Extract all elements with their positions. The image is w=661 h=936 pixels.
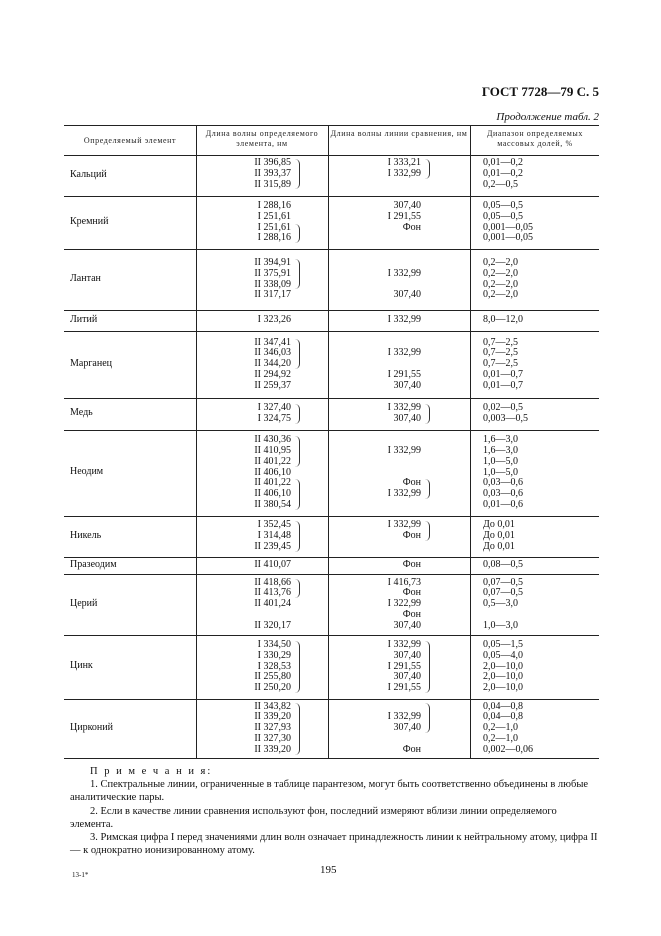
wavelength-value: I 323,26 bbox=[257, 314, 291, 326]
range-value: 2,0—10,0 bbox=[483, 682, 523, 694]
reference-value: I 332,99 bbox=[387, 402, 421, 414]
wavelength-value: I 288,16 bbox=[257, 232, 291, 244]
wavelength-value: II 346,03 bbox=[254, 347, 291, 359]
wavelength-value: I 330,29 bbox=[257, 649, 291, 661]
reference-value: I 332,99 bbox=[387, 347, 421, 359]
reference-value: 307,40 bbox=[393, 619, 421, 631]
wavelength-value: II 401,22 bbox=[254, 455, 291, 467]
column-header: Диапазон определяемых массовых долей, % bbox=[486, 129, 584, 148]
wavelength-value: II 327,93 bbox=[254, 722, 291, 734]
wavelength-value: II 339,20 bbox=[254, 711, 291, 723]
grouping-brace bbox=[295, 339, 300, 369]
range-value: 0,01—0,2 bbox=[483, 157, 523, 168]
wavelength-value: II 343,82 bbox=[254, 700, 291, 712]
reference-value: I 291,55 bbox=[387, 210, 421, 222]
element-name: Празеодим bbox=[70, 558, 117, 570]
wavelength-value: II 344,20 bbox=[254, 358, 291, 370]
page-number: 195 bbox=[320, 864, 337, 876]
range-value: 1,0—5,0 bbox=[483, 455, 518, 467]
reference-value: I 332,99 bbox=[387, 267, 421, 279]
range-value: 0,05—0,5 bbox=[483, 199, 523, 211]
grouping-brace bbox=[295, 404, 300, 424]
column-header: Длина волны линии сравнения, нм bbox=[330, 129, 468, 138]
element-name: Цирконий bbox=[70, 721, 113, 733]
range-value: 0,01—0,6 bbox=[483, 499, 523, 510]
table-header-rule bbox=[64, 155, 599, 156]
range-value: 1,6—3,0 bbox=[483, 434, 518, 446]
range-value: 1,0—5,0 bbox=[483, 466, 518, 478]
grouping-brace bbox=[295, 521, 300, 551]
reference-value: Фон bbox=[402, 477, 421, 489]
reference-value: 307,40 bbox=[393, 649, 421, 661]
wavelength-value: II 406,10 bbox=[254, 488, 291, 500]
reference-value: Фон bbox=[402, 559, 421, 571]
range-value: 0,003—0,5 bbox=[483, 413, 528, 424]
table-row-divider bbox=[64, 635, 599, 636]
wavelength-value: I 324,75 bbox=[257, 413, 291, 424]
range-value: 0,001—0,05 bbox=[483, 221, 533, 233]
reference-value: Фон bbox=[402, 587, 421, 599]
reference-value: I 291,55 bbox=[387, 682, 421, 694]
wavelength-value: II 380,54 bbox=[254, 499, 291, 510]
range-value: 8,0—12,0 bbox=[483, 314, 523, 326]
table-row-divider bbox=[64, 196, 599, 197]
column-divider-2 bbox=[328, 125, 329, 758]
range-value: 0,7—2,5 bbox=[483, 347, 518, 359]
wavelength-value: II 396,85 bbox=[254, 157, 291, 168]
wavelength-value: II 401,22 bbox=[254, 477, 291, 489]
range-value: 0,2—1,0 bbox=[483, 732, 518, 744]
table-row-divider bbox=[64, 430, 599, 431]
reference-value: Фон bbox=[402, 530, 421, 542]
reference-value: 307,40 bbox=[393, 722, 421, 734]
wavelength-value: I 334,50 bbox=[257, 639, 291, 650]
table-row-divider bbox=[64, 557, 599, 558]
range-value: 0,07—0,5 bbox=[483, 587, 523, 599]
column-header: Длина волны определяемого элемента, нм bbox=[205, 129, 319, 148]
column-divider-1 bbox=[196, 125, 197, 758]
reference-value: I 332,99 bbox=[387, 314, 421, 326]
reference-value: Фон bbox=[402, 743, 421, 755]
wavelength-value: II 259,37 bbox=[254, 379, 291, 391]
element-name: Церий bbox=[70, 597, 98, 609]
note-2: 2. Если в качестве линии сравнения используют фон, последний измеряют вблизи линии определяемого элемента. bbox=[70, 805, 557, 830]
reference-value: I 332,99 bbox=[387, 167, 421, 179]
wavelength-value: II 410,07 bbox=[254, 559, 291, 571]
wavelength-value: II 338,09 bbox=[254, 278, 291, 290]
wavelength-value: II 375,91 bbox=[254, 267, 291, 279]
range-value: 1,0—3,0 bbox=[483, 619, 518, 631]
grouping-brace bbox=[295, 159, 300, 189]
table-row-divider bbox=[64, 758, 599, 759]
range-value: 0,7—2,5 bbox=[483, 336, 518, 348]
table-row-divider bbox=[64, 331, 599, 332]
wavelength-value: II 410,95 bbox=[254, 445, 291, 456]
reference-value: I 332,99 bbox=[387, 488, 421, 500]
range-value: 0,02—0,5 bbox=[483, 402, 523, 414]
range-value: 0,5—3,0 bbox=[483, 598, 518, 610]
range-value: 0,2—2,0 bbox=[483, 278, 518, 290]
wavelength-value: II 347,41 bbox=[254, 336, 291, 348]
wavelength-value: II 294,92 bbox=[254, 368, 291, 380]
range-value: 0,2—0,5 bbox=[483, 178, 518, 190]
grouping-brace bbox=[425, 521, 430, 541]
column-divider-3 bbox=[470, 125, 471, 758]
element-name: Никель bbox=[70, 529, 102, 541]
wavelength-value: I 352,45 bbox=[257, 519, 291, 531]
range-value: 0,2—1,0 bbox=[483, 722, 518, 734]
reference-value: I 322,99 bbox=[387, 598, 421, 610]
reference-value: I 332,99 bbox=[387, 445, 421, 456]
range-value: 0,2—2,0 bbox=[483, 267, 518, 279]
reference-value: 307,40 bbox=[393, 671, 421, 683]
reference-value: Фон bbox=[402, 221, 421, 233]
range-value: 0,03—0,6 bbox=[483, 477, 523, 489]
reference-value: Фон bbox=[402, 608, 421, 620]
wavelength-value: II 315,89 bbox=[254, 178, 291, 190]
wavelength-value: II 406,10 bbox=[254, 466, 291, 478]
wavelength-value: II 413,76 bbox=[254, 587, 291, 599]
document-header: ГОСТ 7728—79 С. 5 bbox=[481, 84, 599, 99]
footer-mark: 13-1* bbox=[72, 871, 89, 879]
reference-value: I 291,55 bbox=[387, 368, 421, 380]
reference-value: 307,40 bbox=[393, 379, 421, 391]
wavelength-value: II 430,36 bbox=[254, 434, 291, 446]
reference-value: I 416,73 bbox=[387, 576, 421, 588]
table-row-divider bbox=[64, 398, 599, 399]
wavelength-value: I 328,53 bbox=[257, 660, 291, 672]
wavelength-value: II 339,20 bbox=[254, 743, 291, 755]
range-value: 0,2—2,0 bbox=[483, 256, 518, 268]
wavelength-value: II 401,24 bbox=[254, 598, 291, 610]
element-name: Цинк bbox=[70, 660, 93, 671]
grouping-brace bbox=[295, 224, 300, 244]
range-value: 0,2—2,0 bbox=[483, 289, 518, 301]
wavelength-value: II 250,20 bbox=[254, 682, 291, 694]
grouping-brace bbox=[295, 259, 300, 289]
table-row-divider bbox=[64, 310, 599, 311]
grouping-brace bbox=[295, 436, 300, 466]
wavelength-value: II 394,91 bbox=[254, 256, 291, 268]
wavelength-value: I 327,40 bbox=[257, 402, 291, 414]
grouping-brace bbox=[295, 641, 300, 693]
range-value: 0,7—2,5 bbox=[483, 358, 518, 370]
reference-value: I 333,21 bbox=[387, 157, 421, 168]
wavelength-value: II 320,17 bbox=[254, 619, 291, 631]
range-value: 0,05—0,5 bbox=[483, 210, 523, 222]
reference-value: 307,40 bbox=[393, 199, 421, 211]
table-top-rule bbox=[64, 125, 599, 126]
wavelength-value: II 393,37 bbox=[254, 167, 291, 179]
wavelength-value: I 251,61 bbox=[257, 210, 291, 222]
range-value: 0,002—0,06 bbox=[483, 743, 533, 755]
range-value: 2,0—10,0 bbox=[483, 660, 523, 672]
range-value: 0,001—0,05 bbox=[483, 232, 533, 244]
grouping-brace bbox=[425, 641, 430, 693]
grouping-brace bbox=[425, 404, 430, 424]
reference-value: I 332,99 bbox=[387, 639, 421, 650]
table-row-divider bbox=[64, 574, 599, 575]
reference-value: 307,40 bbox=[393, 413, 421, 424]
reference-value: I 291,55 bbox=[387, 660, 421, 672]
wavelength-value: II 255,80 bbox=[254, 671, 291, 683]
grouping-brace bbox=[295, 579, 300, 599]
range-value: 0,01—0,7 bbox=[483, 379, 523, 391]
range-value: 1,6—3,0 bbox=[483, 445, 518, 456]
reference-value: 307,40 bbox=[393, 289, 421, 301]
table-row-divider bbox=[64, 249, 599, 250]
element-name: Медь bbox=[70, 407, 93, 418]
notes-title: П р и м е ч а н и я: bbox=[90, 766, 213, 777]
element-name: Кремний bbox=[70, 215, 109, 227]
element-name: Марганец bbox=[70, 357, 113, 369]
grouping-brace bbox=[295, 479, 300, 509]
range-value: До 0,01 bbox=[483, 519, 515, 531]
reference-value: I 332,99 bbox=[387, 711, 421, 723]
notes-section bbox=[70, 765, 600, 857]
table-continuation-label: Продолжение табл. 2 bbox=[496, 111, 599, 123]
grouping-brace bbox=[425, 159, 430, 179]
grouping-brace bbox=[425, 479, 430, 499]
range-value: 0,05—1,5 bbox=[483, 639, 523, 650]
wavelength-value: I 251,61 bbox=[257, 221, 291, 233]
range-value: 0,08—0,5 bbox=[483, 559, 523, 571]
element-name: Лантан bbox=[70, 272, 101, 284]
table-row-divider bbox=[64, 699, 599, 700]
range-value: До 0,01 bbox=[483, 530, 515, 542]
wavelength-value: I 314,48 bbox=[257, 530, 291, 542]
grouping-brace bbox=[425, 703, 430, 733]
note-3: 3. Римская цифра I перед значениями длин волн означает принадлежность линии к нейтральному атому, цифра II — к однократно ионизированному атому. bbox=[70, 832, 598, 857]
wavelength-value: II 327,30 bbox=[254, 732, 291, 744]
reference-value: I 332,99 bbox=[387, 519, 421, 531]
grouping-brace bbox=[295, 703, 300, 755]
wavelength-value: II 239,45 bbox=[254, 540, 291, 552]
range-value: 0,01—0,7 bbox=[483, 368, 523, 380]
element-name: Кальций bbox=[70, 169, 107, 180]
range-value: 0,07—0,5 bbox=[483, 576, 523, 588]
range-value: 0,04—0,8 bbox=[483, 700, 523, 712]
table-row-divider bbox=[64, 516, 599, 517]
wavelength-value: II 317,17 bbox=[254, 289, 291, 301]
element-name: Неодим bbox=[70, 466, 104, 477]
range-value: 2,0—10,0 bbox=[483, 671, 523, 683]
element-name: Литий bbox=[70, 313, 98, 325]
range-value: До 0,01 bbox=[483, 540, 515, 552]
range-value: 0,04—0,8 bbox=[483, 711, 523, 723]
note-1: 1. Спектральные линии, ограниченные в таблице парантезом, могут быть соответственно объединены в любые аналитические пары. bbox=[70, 779, 589, 804]
range-value: 0,01—0,2 bbox=[483, 167, 523, 179]
range-value: 0,05—4,0 bbox=[483, 649, 523, 661]
range-value: 0,03—0,6 bbox=[483, 488, 523, 500]
column-header: Определяемый элемент bbox=[83, 136, 177, 145]
wavelength-value: II 418,66 bbox=[254, 576, 291, 588]
wavelength-value: I 288,16 bbox=[257, 199, 291, 211]
